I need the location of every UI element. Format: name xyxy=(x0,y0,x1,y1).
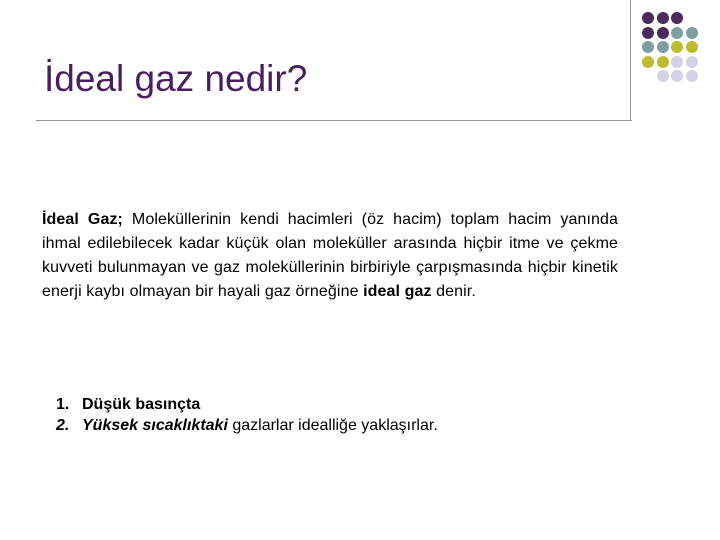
decorative-dot xyxy=(642,56,654,68)
decorative-dot xyxy=(642,12,654,24)
vertical-divider xyxy=(630,0,631,120)
definition-term: İdeal Gaz; xyxy=(42,211,123,228)
decorative-dot xyxy=(657,70,669,82)
list-number: 2. xyxy=(56,417,70,434)
definition-text-2: denir. xyxy=(431,283,476,300)
decorative-dot xyxy=(686,70,698,82)
decorative-dot xyxy=(671,12,683,24)
definition-text-1: Moleküllerinin kendi hacimleri (öz hacim) toplam hacim yanında ihmal edilebilecek kadar küçük olan moleküller arasında hiçbir itme ve çekme kuvveti bulunmayan ve gaz moleküllerinin birbiriyle çarpışmasında hiçbir kinetik enerji kaybı olmayan bir hayali gaz örneğine xyxy=(42,211,619,300)
decorative-dot xyxy=(657,12,669,24)
decorative-dot xyxy=(657,56,669,68)
decorative-dot xyxy=(686,56,698,68)
list-number: 1. xyxy=(56,396,70,413)
list-item xyxy=(56,394,656,415)
list-item-rest: gazlarlar idealliğe yaklaşırlar. xyxy=(227,417,438,434)
decorative-dot xyxy=(642,27,654,39)
decorative-dot xyxy=(657,27,669,39)
decorative-dot xyxy=(657,41,669,53)
decorative-dot xyxy=(671,56,683,68)
conditions-list xyxy=(56,394,656,436)
list-item xyxy=(56,415,656,436)
title-underline xyxy=(36,120,632,121)
definition-bold-term: ideal gaz xyxy=(363,283,432,300)
decorative-dot xyxy=(686,41,698,53)
decorative-dot xyxy=(671,27,683,39)
list-item-bold: Düşük basınçta xyxy=(82,396,201,413)
definition-paragraph xyxy=(42,208,618,304)
decorative-dot xyxy=(642,41,654,53)
decorative-dot xyxy=(686,27,698,39)
decorative-dot xyxy=(671,41,683,53)
list-item-bold: Yüksek sıcaklıktaki xyxy=(82,417,228,434)
slide-title: İdeal gaz nedir? xyxy=(44,58,308,99)
decorative-dot xyxy=(671,70,683,82)
